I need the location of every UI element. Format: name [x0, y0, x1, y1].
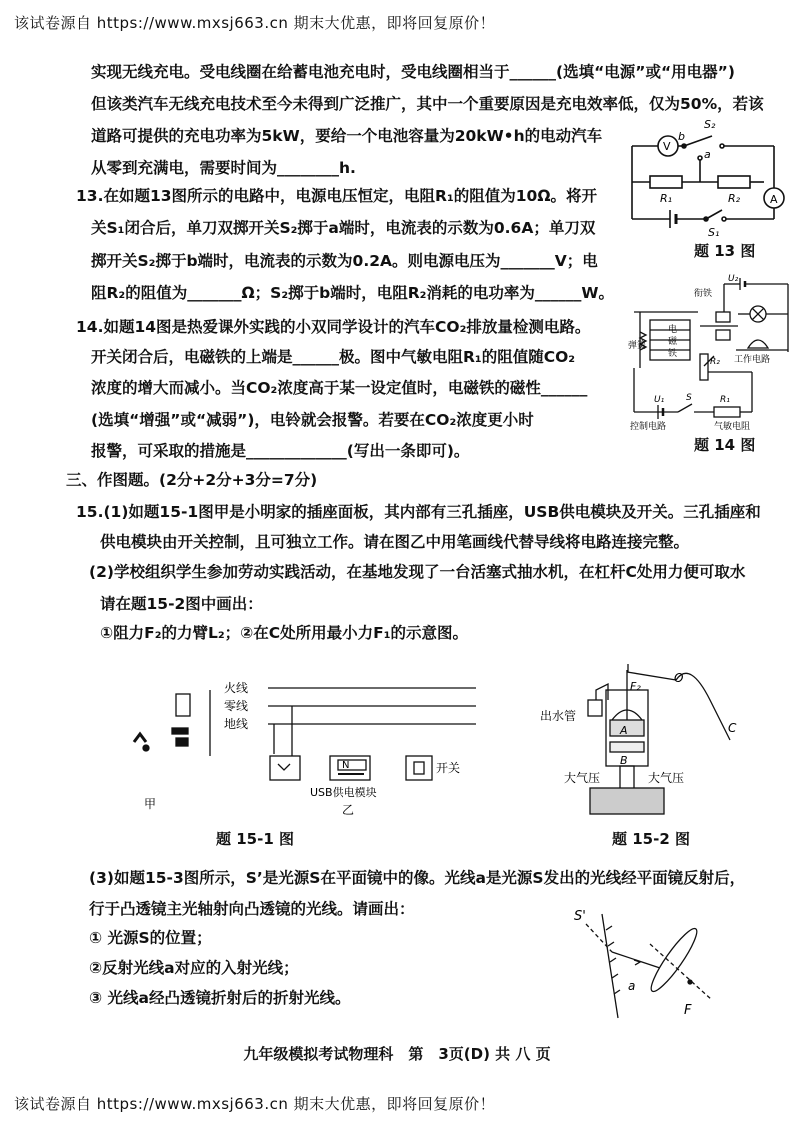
fig15-3-s-prime-label: S': [574, 909, 586, 924]
fig15-1-yi-label: 乙: [342, 803, 355, 816]
text-line: 供电模块由开关控制，且可独立工作。请在图乙中用笔画线代替导线将电路连接完整。: [100, 533, 690, 551]
fig13-s2-label: S₂: [704, 118, 716, 131]
fig14-working-circuit-label: 工作电路: [734, 355, 771, 365]
question-13-line: 13.在如题13图所示的电路中，电源电压恒定，电阻R₁的阻值为10Ω。将开: [76, 187, 598, 205]
text-line: 实现无线充电。受电线圈在给蓄电池充电时，受电线圈相当于______(选填“电源”或“用电器”): [91, 63, 735, 81]
fig13-a-terminal-label: a: [704, 148, 711, 161]
fig15-2-outlet-label: 出水管: [540, 709, 577, 723]
figure-13-caption: 题 13 图: [694, 242, 756, 260]
fig15-1-ground-wire-label: 地线: [224, 717, 249, 731]
fig15-3-a-label: a: [628, 979, 636, 993]
text-line: 关S₁闭合后，单刀双掷开关S₂掷于a端时，电流表的示数为0.6A；单刀双: [91, 219, 596, 237]
text-line: ③ 光线a经凸透镜折射后的折射光线。: [89, 989, 351, 1007]
fig13-s1-label: S₁: [708, 226, 720, 236]
text-line: 浓度的增大而减小。当CO₂浓度高于某一设定值时，电磁铁的磁性______: [91, 379, 588, 397]
question-15-line: 15.(1)如题15-1图甲是小明家的插座面板，其内部有三孔插座，USB供电模块及开关。三孔插座和: [76, 503, 761, 521]
figure-15-1-caption: 题 15-1 图: [216, 830, 294, 848]
fig15-1-usb-label: USB供电模块: [310, 786, 377, 799]
fig15-1-switch-label: 开关: [436, 761, 461, 775]
figure-14-caption: 题 14 图: [694, 436, 756, 454]
text-line: ②反射光线a对应的入射光线；: [89, 959, 299, 977]
text-line: (选填“增强”或“减弱”)，电铃就会报警。若要在CO₂浓度更小时: [91, 411, 534, 429]
text-line: 但该类汽车无线充电技术至今未得到广泛推广，其中一个重要原因是充电效率低，仅为50%，若该: [91, 95, 764, 113]
page-footer: 九年级模拟考试物理科 第 3页(D) 共 八 页: [243, 1045, 551, 1063]
fig15-1-neutral-wire-label: 零线: [224, 699, 249, 713]
fig14-u2-label: U₂: [728, 274, 739, 284]
fig15-2-o-label: O: [674, 671, 684, 685]
fig13-r1-label: R₁: [660, 192, 673, 205]
fig14-gas-resistor-label: 气敏电阻: [714, 422, 751, 432]
fig15-2-b-label: B: [620, 754, 628, 767]
text-line: 请在题15-2图中画出：: [100, 595, 263, 613]
text-line: ①阻力F₂的力臂L₂；②在C处所用最小力F₁的示意图。: [100, 624, 469, 642]
text-line: 报警，可采取的措施是_____________(写出一条即可)。: [91, 442, 470, 460]
text-line: (2)学校组织学生参加劳动实践活动，在基地发现了一台活塞式抽水机，在杠杆C处用力便可取水: [89, 563, 746, 581]
fig15-1-n-label: N: [342, 760, 350, 771]
fig14-control-circuit-label: 控制电路: [630, 422, 667, 432]
fig14-s-label: S: [686, 393, 692, 403]
figure-15-1-circuit: [124, 676, 480, 816]
question-14-line: 14.如题14图是热爱课外实践的小双同学设计的汽车CO₂排放量检测电路。: [76, 318, 591, 336]
text-line: 道路可提供的充电功率为5kW，要给一个电池容量为20kW•h的电动汽车: [91, 127, 603, 145]
fig15-3-f-label: F: [684, 1003, 692, 1018]
fig14-armature-label: 衔铁: [694, 289, 713, 299]
fig14-u1-label: U₁: [654, 395, 665, 405]
fig13-v-label: V: [663, 140, 671, 153]
text-line: ① 光源S的位置；: [89, 929, 212, 947]
figure-15-2-pump: [540, 660, 750, 828]
section-heading: 三、作图题。(2分+2分+3分=7分): [66, 471, 318, 489]
fig15-2-a-label: A: [620, 724, 628, 737]
fig14-electromagnet-label-2: 磁: [668, 337, 678, 347]
fig14-r2-label: R₂: [710, 357, 720, 367]
fig15-2-c-label: C: [728, 721, 737, 735]
text-line: 阻R₂的阻值为_______Ω；S₂掷于b端时，电阻R₂消耗的电功率为______W。: [91, 284, 615, 302]
fig14-electromagnet-label-1: 电: [668, 325, 678, 335]
fig14-spring-label: 弹簧: [628, 341, 647, 351]
fig14-electromagnet-label-3: 铁: [668, 349, 678, 359]
figure-15-3-optics: [562, 900, 722, 1024]
text-line: (3)如题15-3图所示，S’是光源S在平面镜中的像。光线a是光源S发出的光线经平面镜反射后，: [89, 869, 746, 887]
text-line: 开关闭合后，电磁铁的上端是______极。图中气敏电阻R₁的阻值随CO₂: [91, 348, 576, 366]
fig15-2-atm-left-label: 大气压: [564, 771, 601, 785]
fig14-r1-label: R₁: [720, 395, 730, 405]
watermark-bottom: 该试卷源自 https://www.mxsj663.cn 期末大优惠，即将回复原价！: [14, 1095, 496, 1113]
fig15-2-atm-right-label: 大气压: [648, 771, 685, 785]
figure-14-circuit: [628, 272, 792, 432]
watermark-top: 该试卷源自 https://www.mxsj663.cn 期末大优惠，即将回复原价！: [14, 14, 496, 32]
text-line: 从零到充满电，需要时间为________h.: [91, 159, 356, 177]
fig13-a-label: A: [770, 193, 778, 206]
fig15-1-jia-label: 甲: [144, 797, 157, 811]
fig15-2-f2-label: F₂: [630, 680, 641, 693]
text-line: 行于凸透镜主光轴射向凸透镜的光线。请画出：: [89, 900, 415, 918]
figure-13-circuit: [624, 114, 792, 236]
fig13-r2-label: R₂: [728, 192, 741, 205]
figure-15-2-caption: 题 15-2 图: [612, 830, 690, 848]
text-line: 掷开关S₂掷于b端时，电流表的示数为0.2A。则电源电压为_______V；电: [91, 252, 598, 270]
fig13-b-label: b: [678, 130, 685, 143]
fig15-1-live-wire-label: 火线: [224, 681, 249, 695]
